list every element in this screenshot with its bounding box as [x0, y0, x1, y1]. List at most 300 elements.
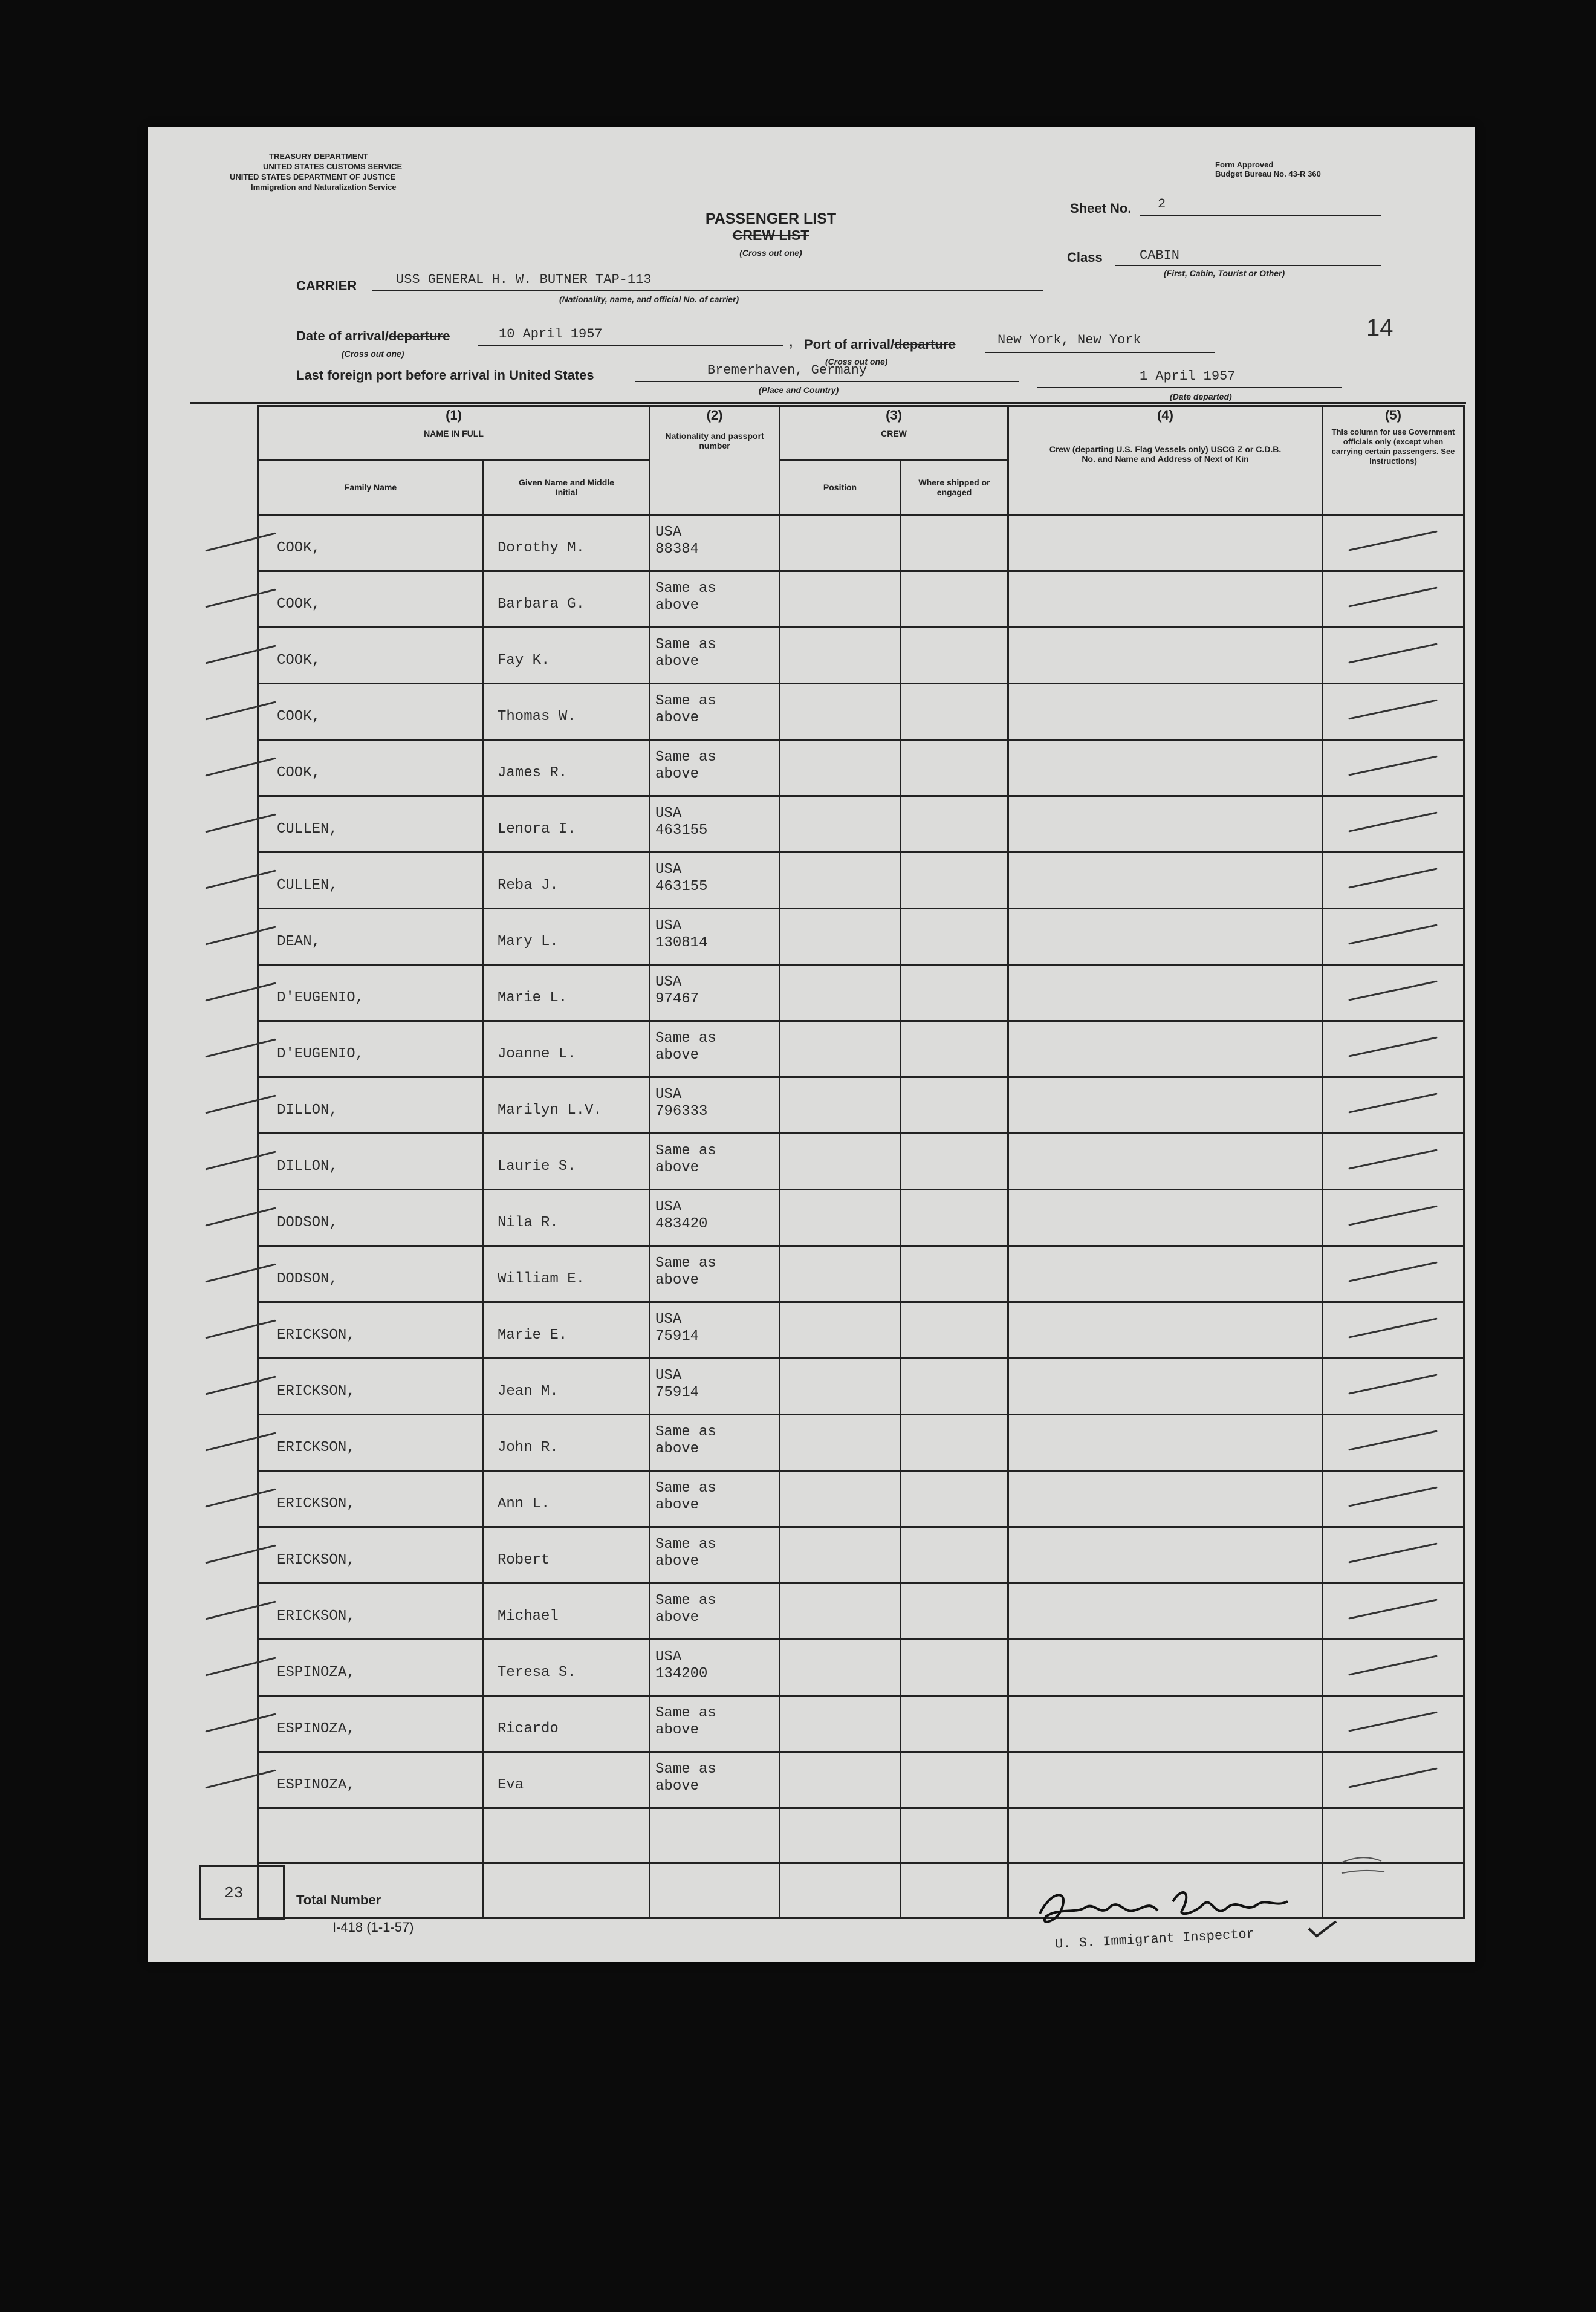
check-mark-icon [1348, 643, 1437, 663]
check-mark-icon [1348, 811, 1437, 832]
next-of-kin-cell [1008, 1583, 1323, 1640]
nationality-cell [650, 1021, 780, 1077]
nationality-line: Same as [655, 1424, 716, 1440]
cross-out-note: (Cross out one) [739, 248, 802, 258]
page-mark: 14 [1366, 314, 1393, 341]
table-row [258, 1246, 1464, 1302]
nationality-cell [650, 1077, 780, 1134]
nationality-line: Same as [655, 693, 716, 709]
class-label: Class [1067, 250, 1103, 265]
total-value: 23 [224, 1884, 244, 1902]
next-of-kin-cell [1008, 909, 1323, 965]
nationality-cell [650, 1640, 780, 1696]
official-use-cell [1323, 628, 1464, 684]
given-name-cell: James R. [484, 740, 650, 796]
next-of-kin-cell [1008, 1021, 1323, 1077]
nationality-cell [650, 852, 780, 909]
family-name-cell: DILLON, [258, 1077, 484, 1134]
given-name-cell: Dorothy M. [484, 515, 650, 571]
family-name-cell: ESPINOZA, [258, 1696, 484, 1752]
check-mark-icon [1348, 1374, 1437, 1394]
passenger-list-sheet: TREASURY DEPARTMENT UNITED STATES CUSTOMS SERVICE UNITED STATES DEPARTMENT OF JUSTICE Immigration and Naturalization Service Form Approved Budget Bureau No. 43-R 360 PASSENGER LIST CREW LIST (Cross out one) Sheet No. 2 Class CABIN (First, Cabin, Tourist or Other) CARRIER USS GENERAL H. W. BUTNER TAP-113 (Nationality, name, and official No. of carrier) Date of arrival/departure 10 April 1957 (Cross out one) , Port of arrival/departure New York, New York (Cross out one) 14 Last foreign port before arrival in United States Bremerhaven, Germany (Place and Country) 1 April 1957 (Date departed) (1) NAME IN FULL (2) Nationality and passport number (3) CREW (4) Crew (departing U.S. Flag Vessels only) USCG Z or C.D.B. No. and Name and Address of Next of Kin (5) This column for use Government officials only (except when carrying certain passengers. See Instructions) Family Name Given Name and Middle Initial Position Where shipped or engaged COOK, Dorothy M. USA 88384 COOK, Barbara G. Same as above COOK, Fay K. Same as above COOK, Thomas W. Same as above COOK, James R. Same as above CULLEN, Lenora I. USA 463155 CULLEN, Reba J. USA 463155 DEAN, Mary L. USA 130814 D'EUGENIO, Marie L. USA 97467 D'EUGENIO, Joanne L. Same as above DILLON, Marilyn L.V. USA 796333 DILLON, Laurie S. Same as above DODSON, Nila R. USA 483420 DODSON, William E. Same as above ERICKSON, Marie E. USA 75914 ERICKSON, Jean M. USA 75914 ERICKSON, John R. Same as above ERICKSON, Ann L. Same as above ERICKSON, Robert Same as above ERICKSON, Michael Same as above ESPINOZA, Teresa S. USA 134200 ESPINOZA, Ricardo Same as above ESPINOZA, Eva Same as above U. S. Immigrant Inspector 23 Total Number I-418 (1-1-57) [148, 127, 1475, 1962]
given-name-header: Given Name and Middle Initial [484, 460, 650, 515]
check-mark-icon [1348, 1093, 1437, 1113]
official-use-cell [1323, 1134, 1464, 1190]
official-use-cell [1323, 1077, 1464, 1134]
next-of-kin-cell [1008, 515, 1323, 571]
empty-cell [258, 1808, 484, 1863]
shipped-cell [901, 1134, 1008, 1190]
nationality-line: Same as [655, 1705, 716, 1721]
check-mark-icon [1348, 530, 1437, 551]
table-row [258, 1021, 1464, 1077]
nationality-cell [650, 909, 780, 965]
family-name-cell: DEAN, [258, 909, 484, 965]
blank-row [258, 1808, 1464, 1863]
family-name-cell: COOK, [258, 740, 484, 796]
port-value: New York, New York [997, 333, 1141, 348]
check-mark-icon [1348, 1711, 1437, 1732]
pencil-mark [1339, 1855, 1387, 1879]
port-struck: departure [894, 337, 956, 352]
official-use-cell [1323, 1246, 1464, 1302]
official-use-cell [1323, 571, 1464, 628]
family-name-cell: COOK, [258, 684, 484, 740]
family-name-cell: COOK, [258, 628, 484, 684]
table-row [258, 1415, 1464, 1471]
table-row [258, 1583, 1464, 1640]
check-mark-icon [1348, 1317, 1437, 1338]
depart-date-value: 1 April 1957 [1140, 369, 1236, 384]
position-cell [780, 1415, 901, 1471]
shipped-cell [901, 1752, 1008, 1808]
shipped-cell [901, 1640, 1008, 1696]
position-cell [780, 1246, 901, 1302]
nationality-line: 134200 [655, 1666, 708, 1682]
check-mark-icon [1348, 699, 1437, 719]
nationality-line: Same as [655, 580, 716, 597]
nationality-line: 130814 [655, 935, 708, 951]
next-of-kin-cell [1008, 684, 1323, 740]
date-struck: departure [388, 328, 450, 343]
table-row [258, 796, 1464, 852]
family-name-cell: ERICKSON, [258, 1359, 484, 1415]
table-row [258, 852, 1464, 909]
col2-header: (2) Nationality and passport number [650, 406, 780, 515]
official-use-cell [1323, 1640, 1464, 1696]
check-mark-icon [1348, 1655, 1437, 1675]
table-row [258, 1696, 1464, 1752]
nationality-line: Same as [655, 1536, 716, 1553]
nationality-line: USA [655, 974, 682, 990]
empty-cell [780, 1808, 901, 1863]
position-cell [780, 515, 901, 571]
position-cell [780, 1077, 901, 1134]
empty-cell [901, 1863, 1008, 1918]
nationality-cell [650, 1190, 780, 1246]
carrier-value: USS GENERAL H. W. BUTNER TAP-113 [396, 272, 652, 287]
check-mark-icon [1348, 586, 1437, 607]
sheet-label: Sheet No. [1070, 201, 1132, 216]
official-use-cell [1323, 1302, 1464, 1359]
position-cell [780, 909, 901, 965]
col3-header: (3) CREW [780, 406, 1008, 460]
position-cell [780, 852, 901, 909]
given-name-cell: Joanne L. [484, 1021, 650, 1077]
shipped-cell [901, 1021, 1008, 1077]
family-name-cell: COOK, [258, 571, 484, 628]
sheet-line [1140, 215, 1381, 216]
nationality-line: USA [655, 918, 682, 934]
nationality-line: USA [655, 1368, 682, 1384]
nationality-line: above [655, 1160, 699, 1176]
family-name-cell: ERICKSON, [258, 1527, 484, 1583]
family-name-cell: ERICKSON, [258, 1415, 484, 1471]
given-name-cell: Fay K. [484, 628, 650, 684]
check-mark-icon [1348, 1599, 1437, 1619]
shipped-cell [901, 1246, 1008, 1302]
family-name-cell: ESPINOZA, [258, 1752, 484, 1808]
official-use-cell [1323, 1190, 1464, 1246]
shipped-cell [901, 740, 1008, 796]
nationality-line: Same as [655, 1255, 716, 1271]
nationality-line: Same as [655, 1480, 716, 1496]
agency-line: TREASURY DEPARTMENT [269, 152, 368, 161]
shipped-cell [901, 1190, 1008, 1246]
signature-caption: U. S. Immigrant Inspector [1054, 1926, 1255, 1952]
table-row [258, 571, 1464, 628]
nationality-line: above [655, 1272, 699, 1288]
given-name-cell: Laurie S. [484, 1134, 650, 1190]
nationality-cell [650, 1359, 780, 1415]
nationality-line: 463155 [655, 878, 708, 895]
nationality-cell [650, 628, 780, 684]
check-mark-icon [1348, 1767, 1437, 1788]
position-cell [780, 1527, 901, 1583]
position-header: Position [780, 460, 901, 515]
table-row [258, 1134, 1464, 1190]
table-row [258, 684, 1464, 740]
official-use-cell [1323, 515, 1464, 571]
shipped-cell [901, 571, 1008, 628]
position-cell [780, 1302, 901, 1359]
next-of-kin-cell [1008, 1359, 1323, 1415]
check-mark-icon [1348, 1149, 1437, 1169]
table-row [258, 1077, 1464, 1134]
depart-date-line [1037, 387, 1342, 388]
port-cross-note: (Cross out one) [825, 357, 888, 366]
shipped-cell [901, 965, 1008, 1021]
nationality-cell [650, 515, 780, 571]
nationality-line: USA [655, 1086, 682, 1103]
last-port-label: Last foreign port before arrival in United States [296, 368, 594, 383]
nationality-line: above [655, 1047, 699, 1063]
official-use-cell [1323, 1021, 1464, 1077]
class-value: CABIN [1140, 248, 1180, 263]
table-row [258, 1471, 1464, 1527]
given-name-cell: Nila R. [484, 1190, 650, 1246]
shipped-cell [901, 1077, 1008, 1134]
position-cell [780, 1583, 901, 1640]
next-of-kin-cell [1008, 1246, 1323, 1302]
nationality-cell [650, 1752, 780, 1808]
table-row [258, 740, 1464, 796]
official-use-cell [1323, 1359, 1464, 1415]
family-name-cell: DODSON, [258, 1246, 484, 1302]
table-row [258, 1640, 1464, 1696]
nationality-line: Same as [655, 1593, 716, 1609]
position-cell [780, 1359, 901, 1415]
shipped-cell [901, 1696, 1008, 1752]
shipped-cell [901, 1527, 1008, 1583]
next-of-kin-cell [1008, 1640, 1323, 1696]
nationality-line: Same as [655, 1143, 716, 1159]
check-mark-icon [1348, 1036, 1437, 1057]
nationality-cell [650, 684, 780, 740]
next-of-kin-cell [1008, 1752, 1323, 1808]
next-of-kin-cell [1008, 965, 1323, 1021]
table-row [258, 1527, 1464, 1583]
nationality-cell [650, 1302, 780, 1359]
next-of-kin-cell [1008, 796, 1323, 852]
given-name-cell: Lenora I. [484, 796, 650, 852]
given-name-cell: Thomas W. [484, 684, 650, 740]
check-mark-icon [1348, 1542, 1437, 1563]
class-note: (First, Cabin, Tourist or Other) [1164, 268, 1285, 278]
shipped-cell [901, 909, 1008, 965]
nationality-line: above [655, 654, 699, 670]
table-row [258, 1752, 1464, 1808]
shipped-cell [901, 1583, 1008, 1640]
table-row [258, 965, 1464, 1021]
nationality-line: 88384 [655, 541, 699, 557]
agency-block [230, 151, 403, 192]
carrier-label: CARRIER [296, 278, 357, 293]
agency-line: UNITED STATES DEPARTMENT OF JUSTICE [230, 172, 396, 181]
nationality-line: above [655, 766, 699, 782]
shipped-header: Where shipped or engaged [901, 460, 1008, 515]
check-mark-icon [1348, 1486, 1437, 1507]
nationality-line: above [655, 1441, 699, 1457]
nationality-line: above [655, 1497, 699, 1513]
check-mark-icon [1348, 1205, 1437, 1226]
position-cell [780, 684, 901, 740]
nationality-cell [650, 571, 780, 628]
check-mark-icon [1348, 868, 1437, 888]
position-cell [780, 740, 901, 796]
nationality-cell [650, 1246, 780, 1302]
shipped-cell [901, 1415, 1008, 1471]
nationality-cell [650, 1471, 780, 1527]
check-mark-icon [1348, 924, 1437, 944]
official-use-cell [1323, 740, 1464, 796]
shipped-cell [901, 796, 1008, 852]
arrival-date-value: 10 April 1957 [499, 326, 603, 342]
position-cell [780, 571, 901, 628]
table-row [258, 515, 1464, 571]
col1-header: (1) NAME IN FULL [258, 406, 650, 460]
check-mark-icon [1348, 1261, 1437, 1282]
nationality-line: Same as [655, 1761, 716, 1778]
official-use-cell [1323, 684, 1464, 740]
col5-header: (5) This column for use Government officials only (except when carrying certain passengers. See Instructions) [1323, 406, 1464, 515]
total-box [199, 1865, 285, 1920]
position-cell [780, 965, 901, 1021]
position-cell [780, 1021, 901, 1077]
family-name-cell: CULLEN, [258, 852, 484, 909]
family-name-cell: ESPINOZA, [258, 1640, 484, 1696]
total-label: Total Number [296, 1892, 381, 1908]
check-mark-icon [1348, 1430, 1437, 1450]
shipped-cell [901, 1359, 1008, 1415]
port-line [985, 352, 1215, 353]
port-label: Port of arrival/departure [804, 337, 956, 352]
empty-cell [1008, 1808, 1323, 1863]
next-of-kin-cell [1008, 1527, 1323, 1583]
family-name-cell: DODSON, [258, 1190, 484, 1246]
next-of-kin-cell [1008, 740, 1323, 796]
position-cell [780, 796, 901, 852]
date-line [478, 345, 783, 346]
next-of-kin-cell [1008, 1471, 1323, 1527]
family-name-cell: COOK, [258, 515, 484, 571]
nationality-cell [650, 796, 780, 852]
given-name-cell: Marie L. [484, 965, 650, 1021]
nationality-line: USA [655, 1311, 682, 1328]
nationality-cell [650, 1696, 780, 1752]
family-name-cell: ERICKSON, [258, 1471, 484, 1527]
table-row [258, 1359, 1464, 1415]
family-name-cell: D'EUGENIO, [258, 965, 484, 1021]
given-name-cell: Barbara G. [484, 571, 650, 628]
given-name-cell: John R. [484, 1415, 650, 1471]
class-line [1115, 265, 1381, 266]
given-name-cell: Mary L. [484, 909, 650, 965]
last-port-value: Bremerhaven, Germany [707, 363, 868, 378]
family-name-header: Family Name [258, 460, 484, 515]
shipped-cell [901, 515, 1008, 571]
carrier-note: (Nationality, name, and official No. of carrier) [559, 294, 739, 304]
form-approval [1215, 160, 1321, 178]
inspector-checkmark [1306, 1917, 1342, 1941]
nationality-cell [650, 965, 780, 1021]
nationality-line: Same as [655, 637, 716, 653]
header-rule [190, 402, 1466, 404]
given-name-cell: William E. [484, 1246, 650, 1302]
agency-line: UNITED STATES CUSTOMS SERVICE [263, 162, 403, 171]
family-name-cell: D'EUGENIO, [258, 1021, 484, 1077]
nationality-line: 796333 [655, 1103, 708, 1120]
nationality-line: 75914 [655, 1328, 699, 1345]
nationality-cell [650, 740, 780, 796]
agency-line: Immigration and Naturalization Service [251, 183, 397, 192]
official-use-cell [1323, 1696, 1464, 1752]
official-use-cell [1323, 852, 1464, 909]
given-name-cell: Ricardo [484, 1696, 650, 1752]
date-label: Date of arrival/departure [296, 328, 450, 343]
nationality-line: USA [655, 862, 682, 878]
nationality-line: above [655, 710, 699, 726]
nationality-line: USA [655, 1649, 682, 1665]
depart-note: (Date departed) [1170, 392, 1232, 401]
family-name-cell: ERICKSON, [258, 1583, 484, 1640]
sheet-value: 2 [1158, 196, 1166, 212]
next-of-kin-cell [1008, 1134, 1323, 1190]
nationality-line: USA [655, 524, 682, 541]
form-approved: Form Approved [1215, 160, 1274, 169]
nationality-line: 75914 [655, 1385, 699, 1401]
header-row-top [258, 406, 1464, 460]
given-name-cell: Robert [484, 1527, 650, 1583]
empty-cell [258, 1863, 484, 1918]
nationality-line: USA [655, 1199, 682, 1215]
shipped-cell [901, 852, 1008, 909]
nationality-line: 483420 [655, 1216, 708, 1232]
nationality-line: 463155 [655, 822, 708, 839]
next-of-kin-cell [1008, 571, 1323, 628]
given-name-cell: Ann L. [484, 1471, 650, 1527]
given-name-cell: Eva [484, 1752, 650, 1808]
check-mark-icon [1348, 755, 1437, 776]
nationality-line: 97467 [655, 991, 699, 1007]
empty-cell [650, 1863, 780, 1918]
given-name-cell: Marie E. [484, 1302, 650, 1359]
check-mark-icon [1348, 980, 1437, 1001]
next-of-kin-cell [1008, 1190, 1323, 1246]
form-number: I-418 (1-1-57) [332, 1920, 414, 1935]
position-cell [780, 1190, 901, 1246]
position-cell [780, 628, 901, 684]
empty-cell [901, 1808, 1008, 1863]
position-cell [780, 1640, 901, 1696]
budget-bureau: Budget Bureau No. 43-R 360 [1215, 169, 1321, 178]
given-name-cell: Michael [484, 1583, 650, 1640]
last-port-line [635, 381, 1019, 382]
shipped-cell [901, 1471, 1008, 1527]
nationality-cell [650, 1134, 780, 1190]
official-use-cell [1323, 909, 1464, 965]
next-of-kin-cell [1008, 1415, 1323, 1471]
given-name-cell: Teresa S. [484, 1640, 650, 1696]
table-row [258, 1190, 1464, 1246]
nationality-cell [650, 1527, 780, 1583]
table-row [258, 1302, 1464, 1359]
empty-cell [484, 1808, 650, 1863]
official-use-cell [1323, 1583, 1464, 1640]
nationality-line: above [655, 1722, 699, 1738]
shipped-cell [901, 1302, 1008, 1359]
empty-cell [650, 1808, 780, 1863]
table-row [258, 628, 1464, 684]
next-of-kin-cell [1008, 852, 1323, 909]
official-use-cell [1323, 1752, 1464, 1808]
official-use-cell [1323, 1415, 1464, 1471]
nationality-line: above [655, 1778, 699, 1794]
family-name-cell: DILLON, [258, 1134, 484, 1190]
shipped-cell [901, 628, 1008, 684]
nationality-cell [650, 1583, 780, 1640]
nationality-line: above [655, 597, 699, 614]
form-title: PASSENGER LIST [705, 210, 837, 227]
col4-header: (4) Crew (departing U.S. Flag Vessels only) USCG Z or C.D.B. No. and Name and Address of Next of Kin [1008, 406, 1323, 515]
nationality-line: Same as [655, 1030, 716, 1047]
nationality-cell [650, 1415, 780, 1471]
given-name-cell: Reba J. [484, 852, 650, 909]
next-of-kin-cell [1008, 1696, 1323, 1752]
empty-cell [484, 1863, 650, 1918]
position-cell [780, 1471, 901, 1527]
carrier-line [372, 290, 1043, 291]
